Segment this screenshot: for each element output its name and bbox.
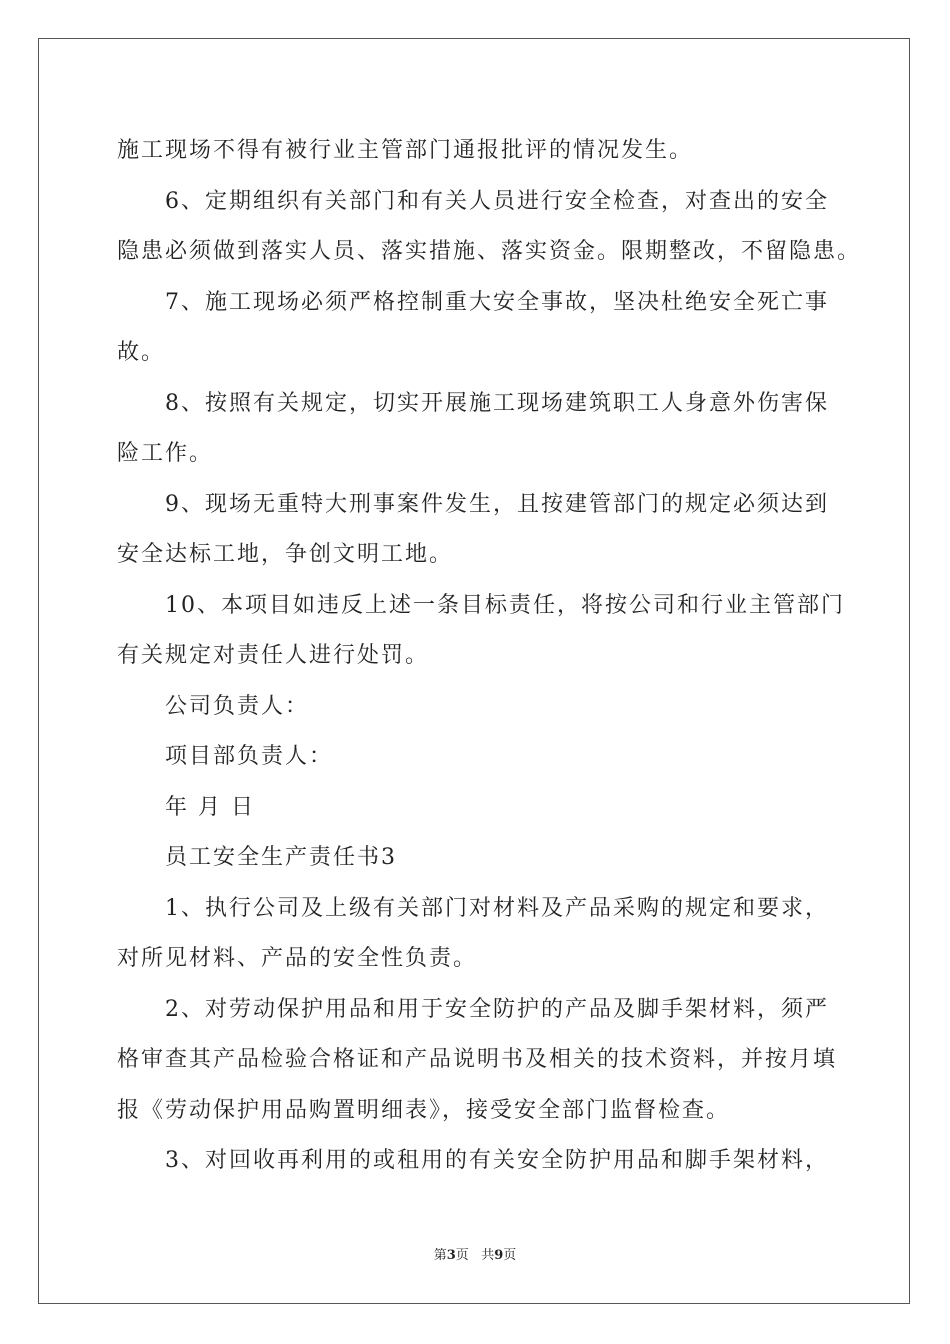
text-line: 7、施工现场必须严格控制重大安全事故，坚决杜绝安全死亡事 [165, 289, 829, 315]
text-line: 8、按照有关规定，切实开展施工现场建筑职工人身意外伤害保 [165, 390, 829, 416]
text-line: 3、对回收再利用的或租用的有关安全防护用品和脚手架材料， [165, 1148, 829, 1173]
text-line: 1、执行公司及上级有关部门对材料及产品采购的规定和要求， [165, 895, 829, 921]
text-line: 对所见材料、产品的安全性负责。 [117, 946, 478, 971]
section-title: 员工安全生产责任书3 [165, 845, 397, 870]
text-line: 2、对劳动保护用品和用于安全防护的产品及脚手架材料，须严 [165, 996, 829, 1022]
total-prefix: 共 [481, 1248, 495, 1263]
signature-company: 公司负责人： [165, 693, 310, 719]
text-line: 施工现场不得有被行业主管部门通报批评的情况发生。 [117, 138, 694, 163]
text-line: 隐患必须做到落实人员、落实措施、落实资金。限期整改，不留隐患。 [117, 239, 862, 264]
total-suffix: 页 [503, 1248, 517, 1263]
text-line: 故。 [117, 340, 166, 365]
signature-project: 项目部负责人： [165, 744, 334, 769]
document-body [117, 126, 862, 1187]
text-line: 6、定期组织有关部门和有关人员进行安全检查，对查出的安全 [165, 188, 829, 214]
text-line: 格审查其产品检验合格证和产品说明书及相关的技术资料，并按月填 [117, 1047, 838, 1072]
text-line: 有关规定对责任人进行处罚。 [117, 643, 430, 668]
date-line: 年 月 日 [165, 794, 255, 820]
text-line: 险工作。 [117, 441, 214, 466]
text-line: 10、本项目如违反上述一条目标责任，将按公司和行业主管部门 [165, 592, 845, 618]
text-line: 9、现场无重特大刑事案件发生，且按建管部门的规定必须达到 [165, 491, 829, 517]
page-current: 3 [446, 1248, 456, 1263]
page-prefix: 第 [433, 1248, 447, 1263]
text-line: 安全达标工地，争创文明工地。 [117, 542, 454, 567]
text-line: 报《劳动保护用品购置明细表》，接受安全部门监督检查。 [117, 1097, 731, 1123]
page-suffix: 页 [455, 1248, 469, 1263]
page-total: 9 [494, 1248, 504, 1263]
page-footer [0, 1244, 950, 1263]
